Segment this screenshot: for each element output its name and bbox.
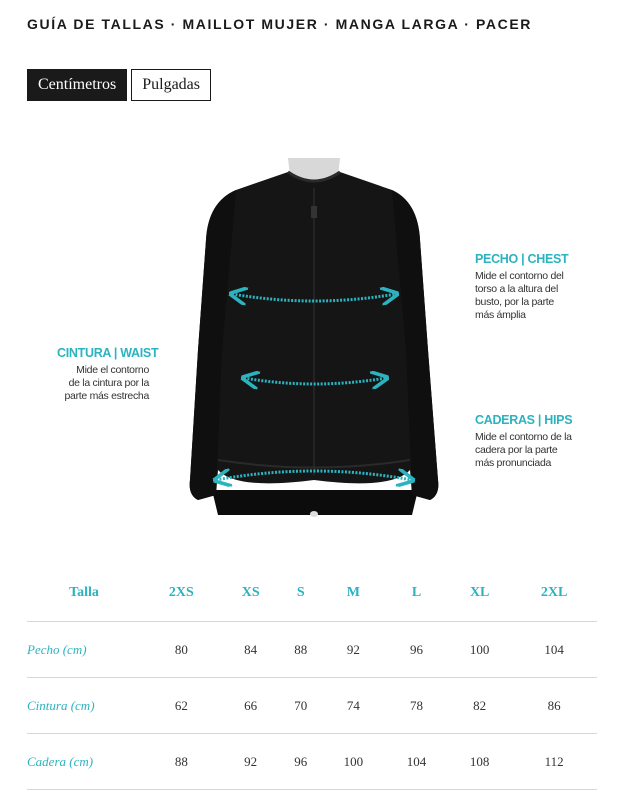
table-cell: 108 bbox=[448, 734, 511, 790]
page-title: GUÍA DE TALLAS · MAILLOT MUJER · MANGA LARGA · PACER bbox=[27, 16, 532, 32]
waist-line: de la cintura por la bbox=[68, 377, 149, 389]
table-cell: 112 bbox=[511, 734, 597, 790]
waist-line: parte más estrecha bbox=[64, 390, 149, 402]
size-header: XS bbox=[222, 565, 280, 622]
table-cell: 104 bbox=[511, 622, 597, 678]
chest-description bbox=[475, 270, 568, 322]
waist-line: Mide el contorno bbox=[76, 364, 149, 376]
inches-button[interactable]: Pulgadas bbox=[131, 69, 211, 101]
table-cell: 82 bbox=[448, 678, 511, 734]
hips-line: Mide el contorno de la bbox=[475, 431, 572, 443]
table-cell: 92 bbox=[322, 622, 385, 678]
table-row bbox=[27, 734, 597, 790]
size-table bbox=[27, 565, 597, 790]
table-cell: 80 bbox=[141, 622, 222, 678]
measurement-figure bbox=[0, 150, 631, 520]
size-header: L bbox=[385, 565, 448, 622]
table-cell: 66 bbox=[222, 678, 280, 734]
table-cell: 84 bbox=[222, 622, 280, 678]
table-cell: 100 bbox=[448, 622, 511, 678]
waist-annotation bbox=[57, 346, 159, 403]
table-cell: 96 bbox=[385, 622, 448, 678]
table-cell: 74 bbox=[322, 678, 385, 734]
table-cell: 88 bbox=[280, 622, 322, 678]
hips-line: cadera por la parte bbox=[475, 444, 558, 456]
table-cell: 96 bbox=[280, 734, 322, 790]
hips-description bbox=[475, 431, 572, 470]
table-cell: 104 bbox=[385, 734, 448, 790]
row-label: Cintura (cm) bbox=[27, 678, 141, 734]
waist-description bbox=[57, 364, 149, 403]
size-header: 2XL bbox=[511, 565, 597, 622]
chest-line: busto, por la parte bbox=[475, 296, 554, 308]
size-header: M bbox=[322, 565, 385, 622]
table-cell: 78 bbox=[385, 678, 448, 734]
chest-annotation bbox=[475, 252, 568, 322]
chest-line: Mide el contorno del bbox=[475, 270, 564, 282]
waist-title: CINTURA | WAIST bbox=[57, 346, 159, 360]
hips-annotation bbox=[475, 413, 572, 470]
unit-toggle bbox=[27, 69, 211, 101]
table-cell: 70 bbox=[280, 678, 322, 734]
centimeters-button[interactable]: Centímetros bbox=[27, 69, 127, 101]
size-header: 2XS bbox=[141, 565, 222, 622]
table-cell: 92 bbox=[222, 734, 280, 790]
size-header-label: Talla bbox=[27, 565, 141, 622]
hips-title: CADERAS | HIPS bbox=[475, 413, 573, 427]
chest-line: más ámplia bbox=[475, 309, 526, 321]
table-cell: 100 bbox=[322, 734, 385, 790]
table-cell: 86 bbox=[511, 678, 597, 734]
table-row bbox=[27, 678, 597, 734]
size-header: XL bbox=[448, 565, 511, 622]
table-cell: 62 bbox=[141, 678, 222, 734]
table-header-row bbox=[27, 565, 597, 622]
hips-line: más pronunciada bbox=[475, 457, 552, 469]
chest-line: torso a la altura del bbox=[475, 283, 559, 295]
row-label: Pecho (cm) bbox=[27, 622, 141, 678]
row-label: Cadera (cm) bbox=[27, 734, 141, 790]
table-cell: 88 bbox=[141, 734, 222, 790]
size-header: S bbox=[280, 565, 322, 622]
table-row bbox=[27, 622, 597, 678]
chest-title: PECHO | CHEST bbox=[475, 252, 569, 266]
